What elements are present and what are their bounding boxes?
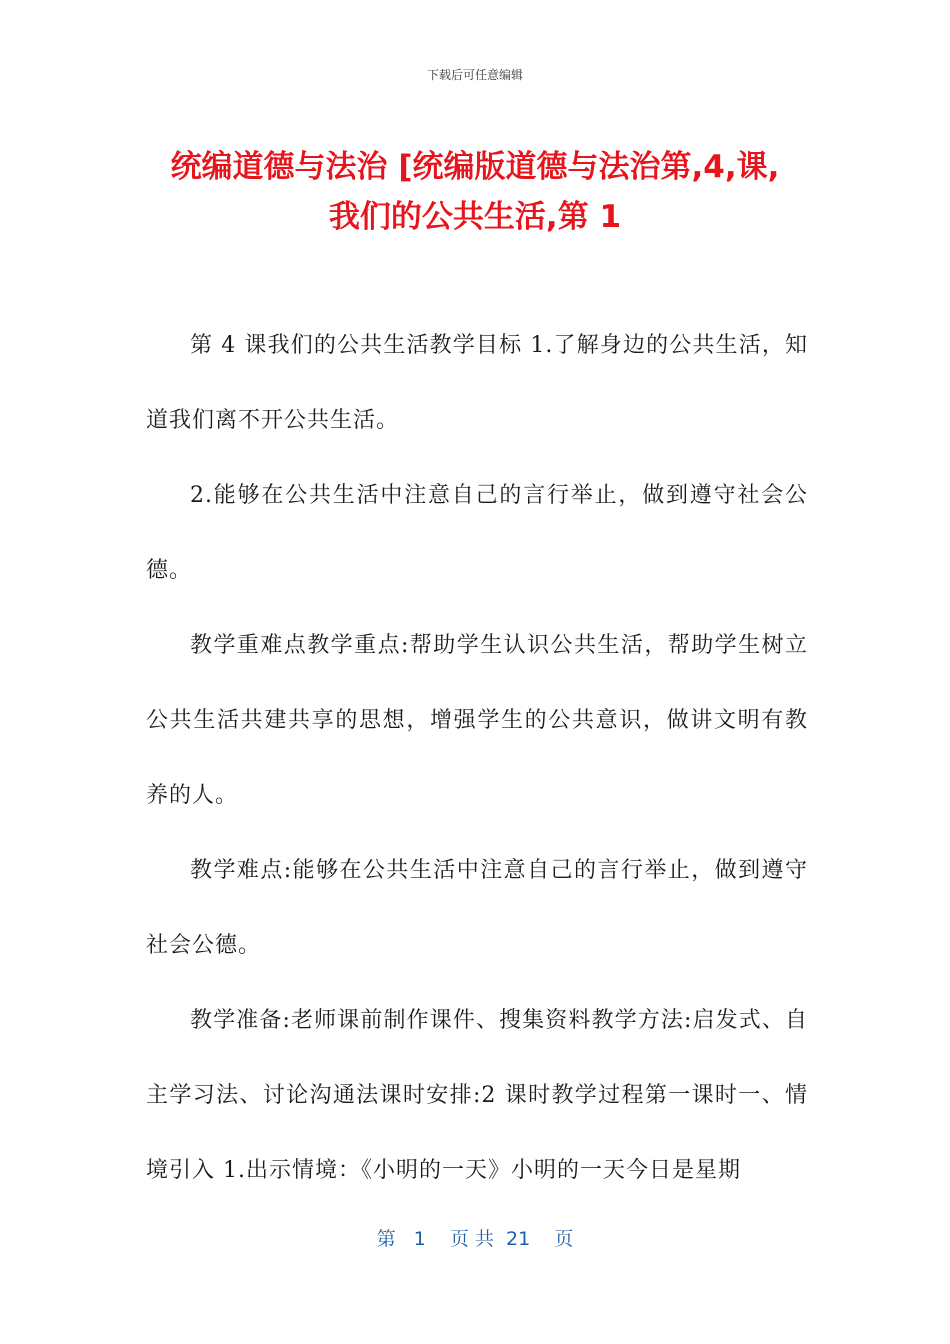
paragraph-objective-2: 2.能够在公共生活中注意自己的言行举止，做到遵守社会公德。 [146, 483, 808, 583]
title-line-1: 统编道德与法治 [统编版道德与法治第,4,课, [170, 149, 780, 185]
paragraph-objectives: 第 4 课我们的公共生活教学目标 1.了解身边的公共生活，知道我们离不开公共生活。 [146, 333, 808, 433]
header-note: 下载后可任意编辑 [426, 68, 523, 82]
paragraph-difficulties: 教学难点:能够在公共生活中注意自己的言行举止，做到遵守社会公德。 [146, 858, 808, 958]
document-body [146, 308, 808, 1208]
page-number: 第 1 页 共 21 页 [376, 1228, 574, 1250]
paragraph-preparation: 教学准备:老师课前制作课件、搜集资料教学方法:启发式、自主学习法、讨论沟通法课时安排:2 课时教学过程第一课时一、情境引入 1.出示情境：《小明的一天》小明的一天今日是星期 [146, 1008, 808, 1183]
title-line-2: 我们的公共生活,第 1 [328, 199, 622, 235]
document-title [100, 142, 850, 242]
paragraph-key-points: 教学重难点教学重点:帮助学生认识公共生活，帮助学生树立公共生活共建共享的思想，增强学生的公共意识，做讲文明有教养的人。 [146, 633, 808, 808]
